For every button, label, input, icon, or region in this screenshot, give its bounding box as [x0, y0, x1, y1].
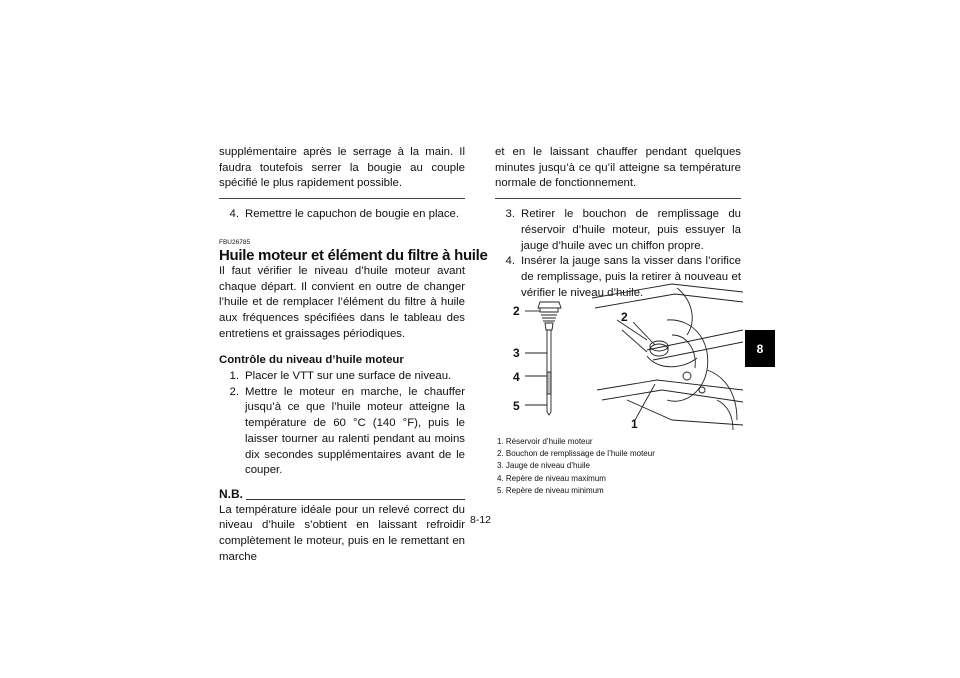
list-item: [495, 207, 741, 254]
list-item: [219, 207, 465, 223]
step-number: 2.: [229, 385, 239, 398]
callout-label: 2: [513, 304, 520, 318]
callout-label: 5: [513, 399, 520, 413]
figure-captions: [497, 436, 655, 497]
divider: [495, 198, 741, 199]
note-text: La température idéale pour un relevé correct du niveau d’huile s’obtient en laissant refroidir complètement le moteur, puis en le remettant en marche: [219, 503, 465, 563]
step-text: Mettre le moteur en marche, le chauffer jusqu’à ce que l’huile moteur atteigne la température de 60 °C (140 °F), puis le laisser tourner au ralenti pendant au moins dix secondes supplémentaires avant de le couper.: [245, 385, 465, 477]
divider: [219, 198, 465, 199]
chapter-tab: 8: [745, 330, 775, 367]
callout-label: 1: [631, 417, 638, 431]
note-header: [219, 487, 465, 503]
subheading: Contrôle du niveau d’huile moteur: [219, 354, 404, 367]
note-rule: [246, 499, 465, 500]
section-paragraph: Il faut vérifier le niveau d’huile moteur avant chaque départ. Il convient en outre de changer l’huile et de remplacer l’élément du filtre à huile aux fréquences spécifiées dans le tableau des entretiens et graissages périodiques.: [219, 264, 465, 340]
note-label: N.B.: [219, 486, 243, 501]
step-text: Placer le VTT sur une surface de niveau.: [245, 370, 452, 383]
right-column: [495, 145, 741, 301]
step-text: Remettre le capuchon de bougie en place.: [245, 208, 460, 221]
caption-item: 4. Repère de niveau maximum: [497, 473, 606, 483]
list-item: [219, 369, 465, 385]
caption-item: 2. Bouchon de remplissage de l’huile moteur: [497, 449, 655, 459]
intro-text: et en le laissant chauffer pendant quelques minutes jusqu’à ce qu’il atteigne sa température normale de fonctionnement.: [495, 146, 741, 190]
step-text: Insérer la jauge sans la visser dans l’orifice de remplissage, puis la retirer à nouveau et vérifier le niveau d’huile.: [521, 255, 741, 299]
caption-item: 5. Repère de niveau minimum: [497, 485, 604, 495]
callout-label: 4: [513, 370, 520, 384]
callout-label: 3: [513, 346, 520, 360]
callout-label: 2: [621, 310, 628, 324]
page-number: 8-12: [470, 514, 492, 526]
reference-code: FBU26785: [219, 238, 251, 246]
step-number: 4.: [229, 208, 239, 221]
step-number: 1.: [229, 370, 239, 383]
caption-item: 3. Jauge de niveau d’huile: [497, 461, 590, 471]
caption-item: 1. Réservoir d’huile moteur: [497, 437, 593, 446]
oil-dipstick-illustration: [497, 280, 743, 432]
list-item: [219, 385, 465, 479]
engine-illustration: [497, 280, 743, 432]
step-number: 3.: [505, 208, 515, 221]
step-number: 4.: [505, 255, 515, 268]
section-heading: Huile moteur et élément du filtre à huile: [219, 246, 488, 264]
intro-text: supplémentaire après le serrage à la main. Il faudra toutefois serrer la bougie au couple spécifié le plus rapidement possible.: [219, 146, 465, 190]
step-text: Retirer le bouchon de remplissage du réservoir d’huile moteur, puis essuyer la jauge d’huile avec un chiffon propre.: [521, 208, 741, 252]
